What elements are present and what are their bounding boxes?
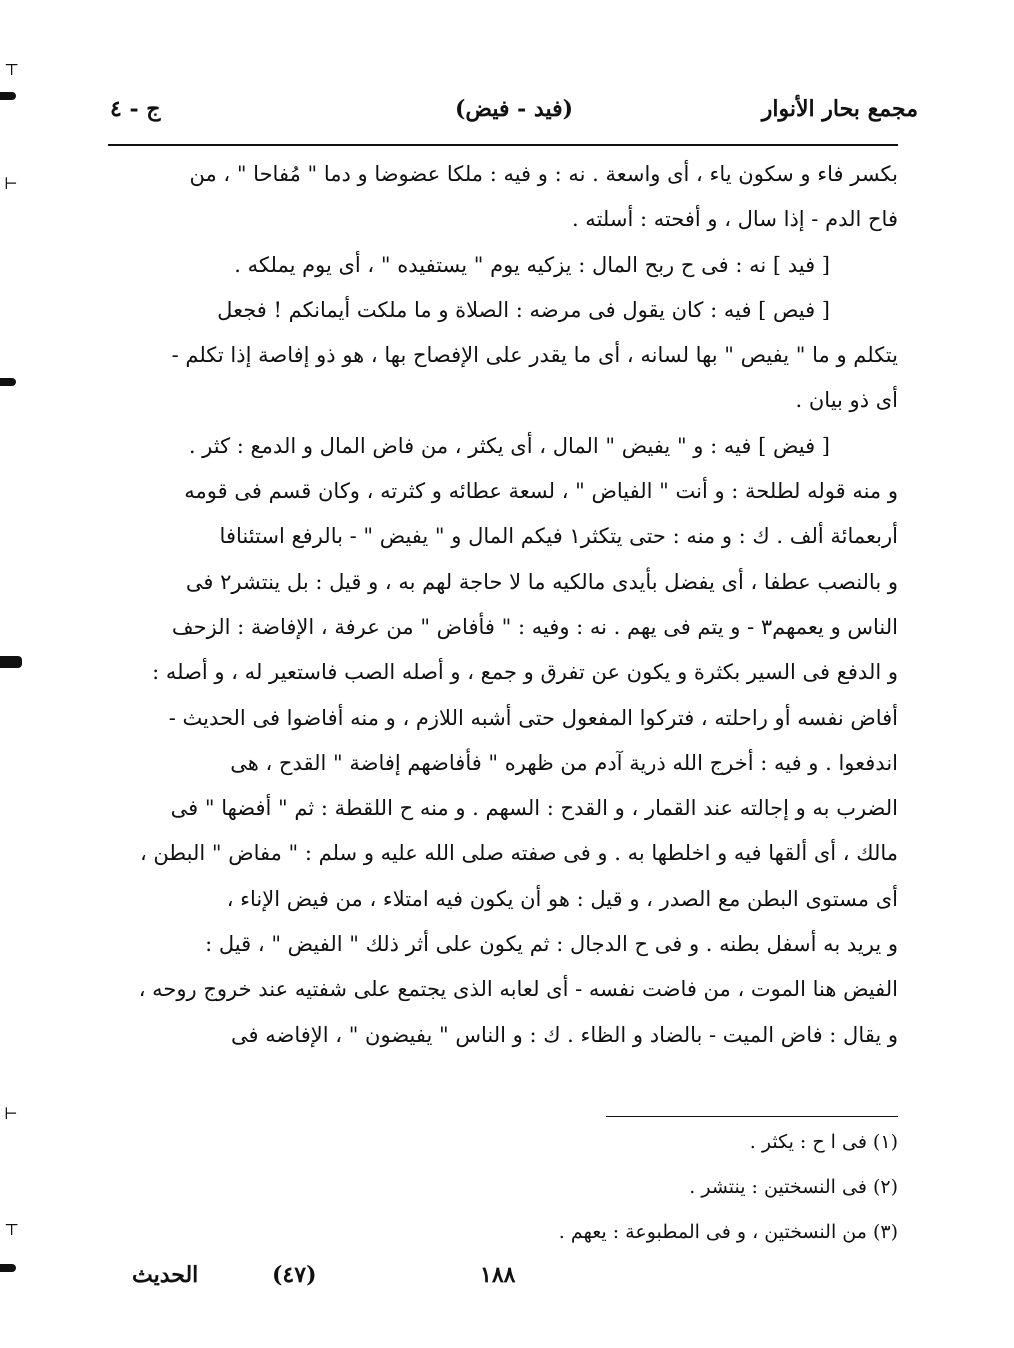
binding-mark-icon: ⊢	[4, 174, 18, 193]
text-line: الناس و يعمهم٣ - و يتم فى يهم . نه : وفيه : " فأفاض " من عرفة ، الإفاضة : الزحف	[171, 614, 898, 639]
text-line: أى مستوى البطن مع الصدر ، و قيل : هو أن يكون فيه امتلاء ، من فيض الإناء ،	[226, 886, 898, 911]
header-rule	[108, 144, 898, 146]
text-line: فاح الدم - إذا سال ، و أفحته : أسلته .	[571, 207, 898, 232]
text-line: و يريد به أسفل بطنه . و فى ح الدجال : ثم يكون على أثر ذلك " الفيض " ، قيل :	[205, 932, 898, 957]
footnotes	[258, 1120, 898, 1255]
footnote: (٣) من النسختين ، و فى المطبوعة : يعهم .	[558, 1221, 898, 1243]
text-line: اندفعوا . و فيه : أخرج الله ذرية آدم من ظهره " فأفاضهم إفاضة " القدح ، هى	[230, 750, 898, 775]
text-line: بكسر فاء و سكون ياء ، أى واسعة . نه : و فيه : ملكا عضوضا و دما " مُفاحا " ، من	[189, 162, 898, 186]
page-footer	[132, 1262, 632, 1302]
main-text	[108, 152, 898, 1058]
text-line: و بالنصب عطفا ، أى يفضل بأيدى مالكيه ما لا حاجة لهم به ، و قيل : بل ينتشر٢ فى	[185, 569, 898, 594]
text-line: أى ذو بيان .	[795, 388, 898, 413]
volume-label: ج - ٤	[110, 96, 161, 122]
binding-mark	[0, 656, 22, 668]
text-line: الضرب به و إجالته عند القمار ، و القدح : السهم . و منه ح اللقطة : ثم " أفضها " فى	[170, 796, 898, 821]
binding-mark	[0, 1264, 16, 1272]
text-line: و منه قوله لطلحة : و أنت " الفياض " ، لسعة عطائه و كثرته ، وكان قسم فى قومه	[184, 479, 898, 504]
section-label: الحديث	[132, 1262, 199, 1288]
footnote: (١) فى ا ح : يكثر .	[749, 1131, 898, 1153]
text-line: الفيض هنا الموت ، من فاضت نفسه - أى لعابه الذى يجتمع على شفتيه عند خروج روحه ،	[138, 977, 898, 1002]
binding-mark-icon: ⊤	[4, 1220, 20, 1239]
binding-mark	[0, 378, 16, 386]
entry-fais: [ فيص ] فيه : كان يقول فى مرضه : الصلاة و ما ملكت أيمانكم ! فجعل	[217, 297, 830, 322]
text-line: و الدفع فى السير بكثرة و يكون عن تفرق و جمع ، و أصله الصب فاستعير له ، و أصله :	[152, 660, 898, 685]
footnote-rule	[606, 1116, 898, 1117]
text-line: يتكلم و ما " يفيص " بها لسانه ، أى ما يقدر على الإفصاح بها ، هو ذو إفاصة إذا تكلم -	[171, 343, 898, 368]
running-header	[110, 92, 918, 136]
text-line: و يقال : فاض الميت - بالضاد و الظاء . ك : و الناس " يفيضون " ، الإفاضه فى	[231, 1022, 898, 1047]
footnote: (٢) فى النسختين : ينتشر .	[689, 1176, 898, 1198]
binding-mark-icon: ⊤	[4, 60, 20, 79]
signature-number: (٤٧)	[272, 1262, 317, 1288]
book-title: مجمع بحار الأنوار	[761, 96, 918, 122]
text-line: أفاض نفسه أو راحلته ، فتركوا المفعول حتى أشبه اللازم ، و منه أفاضوا فى الحديث -	[168, 705, 898, 730]
text-line: مالك ، أى ألقها فيه و اخلطها به . و فى صفته صلى الله عليه و سلم : " مفاض " البطن ،	[139, 841, 898, 866]
binding-mark-icon: ⊢	[4, 1104, 18, 1123]
page-number: ١٨٨	[480, 1262, 516, 1288]
entry-faid-2: [ فيض ] فيه : و " يفيض " المال ، أى يكثر ، من فاض المال و الدمع : كثر .	[188, 433, 830, 458]
text-line: أربعمائة ألف . ك : و منه : حتى يتكثر١ فيكم المال و " يفيض " - بالرفع استئنافا	[219, 524, 898, 549]
entry-range: (فيد - فيض)	[454, 96, 574, 122]
entry-faid: [ فيد ] نه : فى ح ربح المال : يزكيه يوم " يستفيده " ، أى يوم يملكه .	[234, 252, 830, 277]
binding-mark	[0, 92, 16, 100]
